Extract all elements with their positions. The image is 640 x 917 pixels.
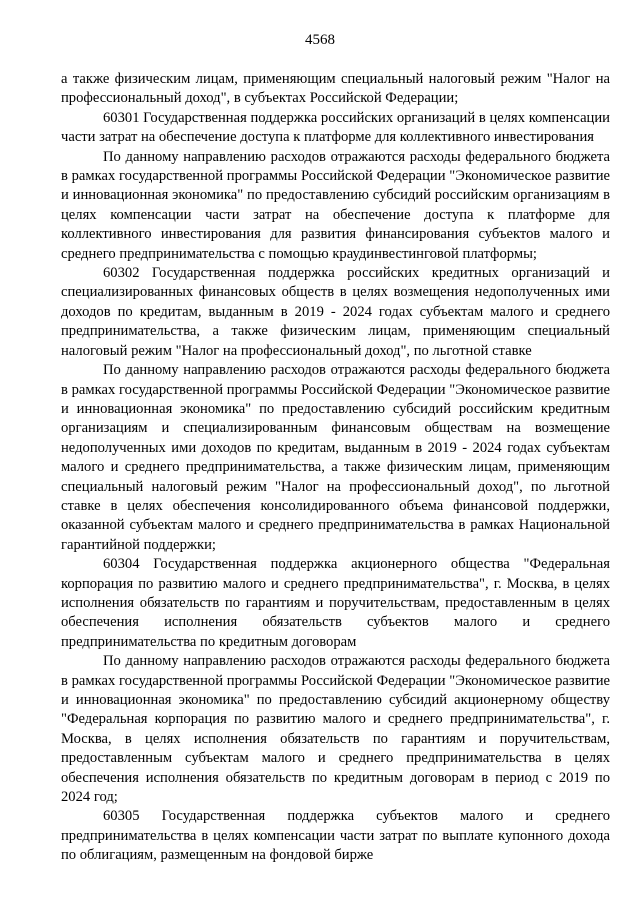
paragraph-60304-heading: 60304 Государственная поддержка акционерного общества "Федеральная корпорация по развитию малого и среднего предпринимательства", г. Москва, в целях исполнения обязательств по гарантиям и поручительствам, предоставленным в целях обеспечения исполнения обязательств субъектов малого и среднего предпринимательства по кредитным договорам [61, 556, 610, 650]
paragraph-60302-heading: 60302 Государственная поддержка российских кредитных организаций и специализированных финансовых обществ в целях возмещения недополученных ими доходов по кредитам, выданным в 2019 - 2024 годах субъектам малого и среднего предпринимательства, а также физическим лицам, применяющим специальный налоговый режим "Налог на профессиональный доход", по льготной ставке [61, 265, 610, 359]
paragraph-continuation: а также физическим лицам, применяющим специальный налоговый режим "Налог на профессиональный доход", в субъектах Российской Федерации; [61, 71, 610, 107]
paragraph-60301-description: По данному направлению расходов отражаются расходы федерального бюджета в рамках государственной программы Российской Федерации "Экономическое развитие и инновационная экономика" по предоставлению субсидий российским организациям в целях компенсации части затрат на обеспечение доступа к платформе для коллективного инвестирования для развития финансирования субъектов малого и среднего предпринимательства с помощью краудинвестинговой платформы; [61, 148, 610, 262]
page-number: 4568 [305, 32, 335, 48]
paragraph-60301-heading: 60301 Государственная поддержка российских организаций в целях компенсации части затрат на обеспечение доступа к платформе для коллективного инвестирования [61, 109, 610, 146]
document-body [61, 70, 610, 866]
paragraph-60305-heading: 60305 Государственная поддержка субъектов малого и среднего предпринимательства в целях компенсации части затрат по выплате купонного дохода по облигациям, размещенным на фондовой бирже [61, 808, 610, 864]
paragraph-60304-description: По данному направлению расходов отражаются расходы федерального бюджета в рамках государственной программы Российской Федерации "Экономическое развитие и инновационная экономика" по предоставлению субсидий акционерному обществу "Федеральная корпорация по развитию малого и среднего предпринимательства", г. Москва, в целях исполнения обязательств по гарантиям и поручительствам, предоставленным субъектам малого и среднего предпринимательства в целях обеспечения исполнения обязательств по кредитным договорам в период с 2019 по 2024 год; [61, 653, 610, 806]
paragraph-60302-description: По данному направлению расходов отражаются расходы федерального бюджета в рамках государственной программы Российской Федерации "Экономическое развитие и инновационная экономика" по предоставлению субсидий российским кредитным организациям и специализированным финансовым обществам на возмещение недополученных ими доходов по кредитам, выданным в 2019 - 2024 годах субъектам малого и среднего предпринимательства, а также физическим лицам, применяющим специальный налоговый режим "Налог на профессиональный доход", по льготной ставке в целях обеспечения консолидированного объема финансовой поддержки, оказанной субъектам малого и среднего предпринимательства в рамках Национальной гарантийной поддержки; [61, 362, 610, 553]
